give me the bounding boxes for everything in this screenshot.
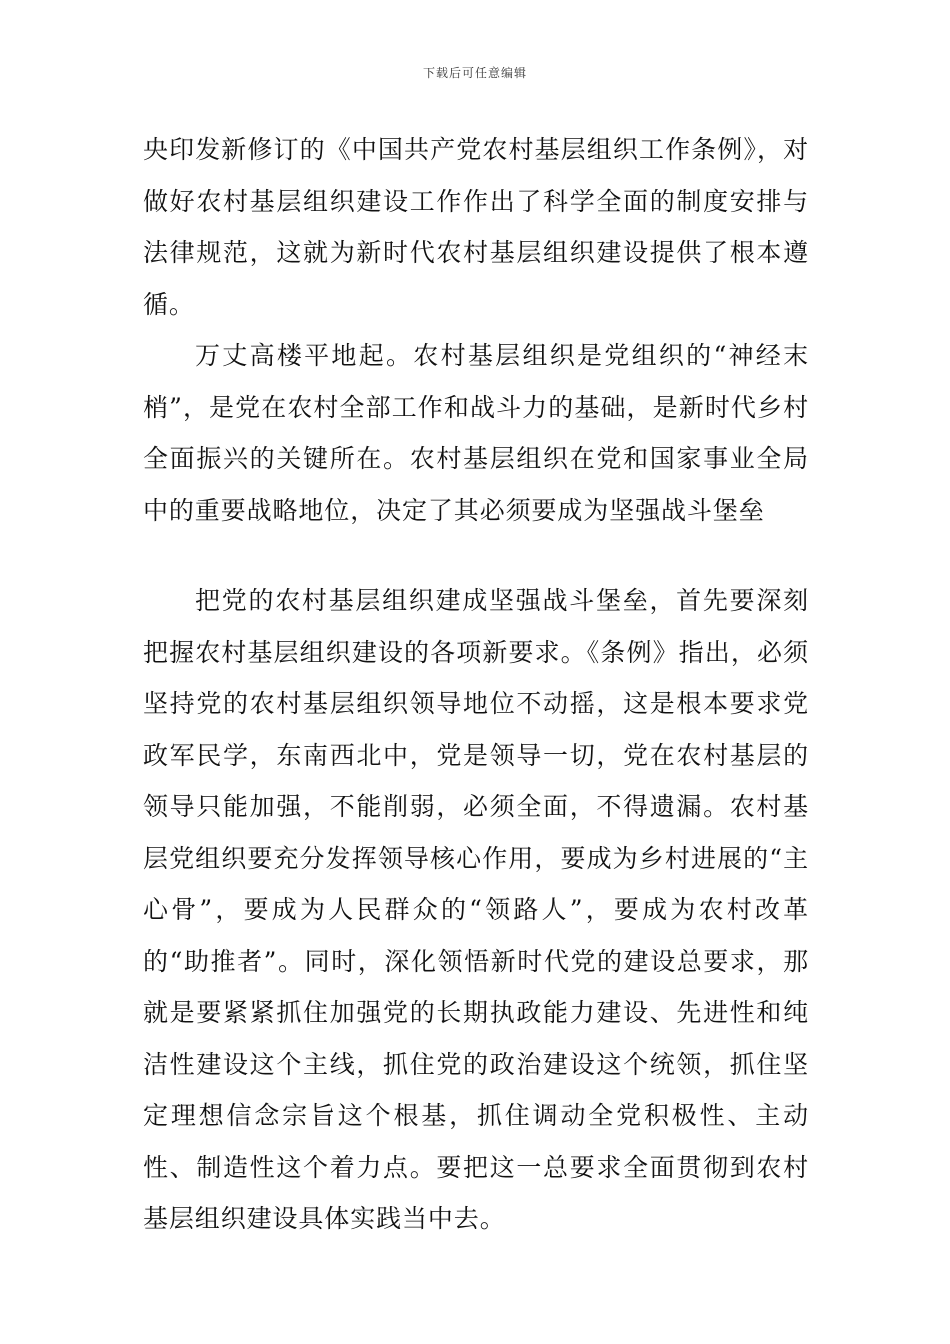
page-header: 下载后可任意编辑 [422,66,527,80]
paragraph-3 [143,575,809,1245]
paragraph-text: 把党的农村基层组织建成坚强战斗堡垒，首先要深刻把握农村基层组织建设的各项新要求。《条例》指出，必须坚持党的农村基层组织领导地位不动摇，这是根本要求党政军民学，东南西北中，党是领导一切，党在农村基层的领导只能加强，不能削弱，必须全面，不得遗漏。农村基层党组织要充分发挥领导核心作用，要成为乡村进展的“主心骨”，要成为人民群众的“领路人”，要成为农村改革的“助推者”。同时，深化领悟新时代党的建设总要求，那就是要紧紧抓住加强党的长期执政能力建设、先进性和纯洁性建设这个主线，抓住党的政治建设这个统领，抓住坚定理想信念宗旨这个根基，抓住调动全党积极性、主动性、制造性这个着力点。要把这一总要求全面贯彻到农村基层组织建设具体实践当中去。 [143,586,809,1233]
paragraph-2 [143,330,809,536]
paragraph-text: 万丈高楼平地起。农村基层组织是党组织的“神经末梢”，是党在农村全部工作和战斗力的基础，是新时代乡村全面振兴的关键所在。农村基层组织在党和国家事业全局中的重要战略地位，决定了其必须要成为坚强战斗堡垒 [143,341,809,525]
paragraph-text: 央印发新修订的《中国共产党农村基层组织工作条例》，对做好农村基层组织建设工作作出了科学全面的制度安排与法律规范，这就为新时代农村基层组织建设提供了根本遵循。 [143,135,809,319]
paragraph-1 [143,124,809,330]
